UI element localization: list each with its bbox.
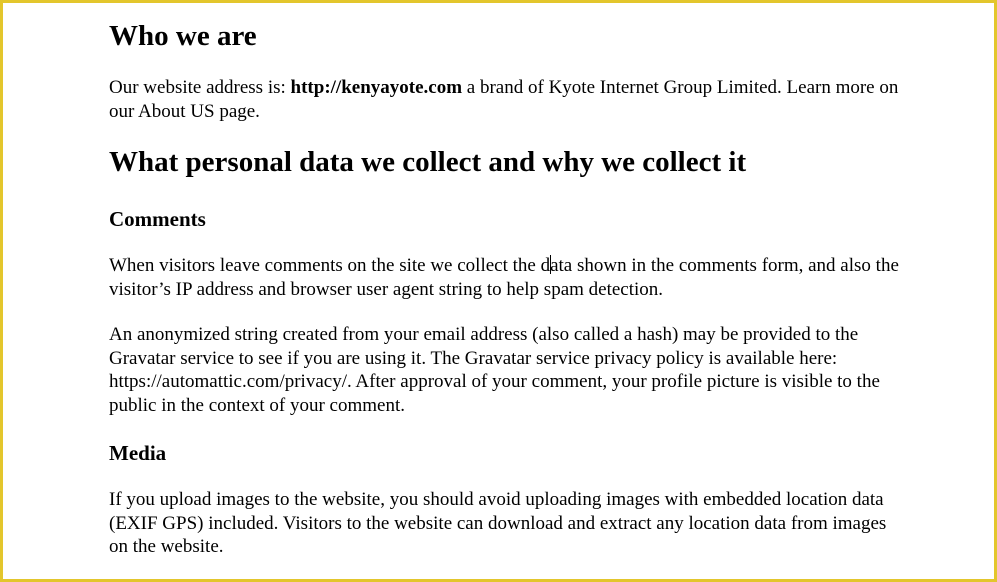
comments-text-after-cursor: ata shown in the comments form, and also the visitor’s IP address and browser user agent string to help spam detection. xyxy=(109,255,899,300)
website-address-intro: Our website address is: xyxy=(109,77,291,98)
paragraph-gravatar: An anonymized string created from your email address (also called a hash) may be provided to the Gravatar service to see if you are using it. The Gravatar service privacy policy is available here: https://automattic.com/privacy/. After approval of your comment, your profile picture is visible to the public in the context of your comment. xyxy=(109,324,880,416)
website-url: http://kenyayote.com xyxy=(290,77,463,98)
heading-comments: Comments xyxy=(109,207,206,231)
website-address-rest: a brand of Kyote Internet Group Limited. Learn more on our About US page. xyxy=(109,77,899,122)
paragraph-website-address xyxy=(109,76,899,123)
comments-text-before-cursor: When visitors leave comments on the site we collect the d xyxy=(109,255,551,276)
paragraph-media-upload: If you upload images to the website, you should avoid uploading images with embedded location data (EXIF GPS) included. Visitors to the website can download and extract any location data from images on the website. xyxy=(109,489,887,557)
paragraph-comments-collection[interactable] xyxy=(109,254,899,301)
heading-media: Media xyxy=(109,441,167,465)
heading-personal-data: What personal data we collect and why we collect it xyxy=(109,146,747,178)
heading-who-we-are: Who we are xyxy=(109,20,257,52)
